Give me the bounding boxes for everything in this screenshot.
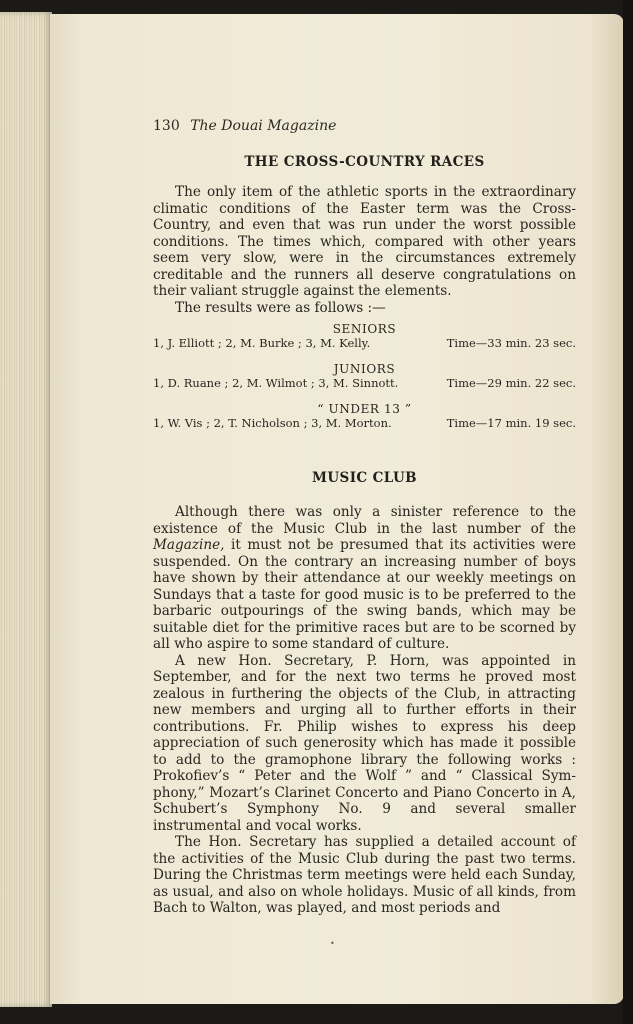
paper-speck: • bbox=[330, 939, 335, 948]
magazine-italic: Magazine, bbox=[153, 537, 225, 553]
result-time: Time—17 min. 19 sec. bbox=[446, 416, 576, 430]
result-time: Time—33 min. 23 sec. bbox=[446, 336, 576, 350]
results-intro: The results were as follows :— bbox=[175, 299, 386, 316]
result-time: Time—29 min. 22 sec. bbox=[446, 376, 576, 390]
running-head bbox=[153, 118, 576, 134]
music-club-title: MUSIC CLUB bbox=[312, 470, 417, 486]
result-placings: 1, J. Elliott ; 2, M. Burke ; 3, M. Kelly. bbox=[153, 336, 371, 350]
cross-country-paragraph: The only item of the athletic sports in the extraordinary climatic conditions of the Easter term was the Cross-Country, and even that was run under the worst possible conditions. The times which, compared with other years seem very slow, were in the circumstances extremely creditable and the runners all deserve congratulations on their valiant struggle against the elements. bbox=[153, 184, 576, 299]
book-page-edges bbox=[0, 12, 52, 1007]
music-club-paragraph-3: The Hon. Secretary has supplied a detailed account of the activities of the Music Club during the past two terms. During the Christmas term meetings were held each Sunday, as usual, and also on whole holidays. Music of all kinds, from Bach to Walton, was played, and most periods and bbox=[153, 834, 576, 916]
result-row-seniors bbox=[153, 336, 576, 350]
scan-border bbox=[623, 0, 633, 1024]
page-content bbox=[153, 118, 576, 917]
result-placings: 1, D. Ruane ; 2, M. Wilmot ; 3, M. Sinnott. bbox=[153, 376, 399, 390]
music-club-paragraph-2: A new Hon. Secretary, P. Horn, was appointed in September, and for the next two terms he proved most zealous in furthering the objects of the Club, in attracting new members and urging all to further efforts in their contributions. Fr. Philip wishes to express his deep appreciation of such generosity which has made it possible to add to the gramophone library the following works : Prokofiev’s “ Peter and the Wolf ” and “ Classical Sym-phony,” Mozart’s Clarinet Concerto and Piano Concerto in A, Schubert’s Symphony No. 9 and several smaller instrumental and vocal works. bbox=[153, 652, 576, 834]
text-run: Although there was only a sinister reference to the existence of the Music Club in the last number of the bbox=[153, 504, 576, 537]
music-club-paragraph-1 bbox=[153, 504, 576, 653]
cross-country-title: THE CROSS-COUNTRY RACES bbox=[244, 154, 485, 170]
category-juniors: JUNIORS bbox=[333, 362, 396, 376]
magazine-title: The Douai Magazine bbox=[190, 118, 337, 134]
book-page bbox=[50, 14, 624, 1004]
result-row-under-13 bbox=[153, 416, 576, 430]
result-placings: 1, W. Vis ; 2, T. Nicholson ; 3, M. Morton. bbox=[153, 416, 392, 430]
category-seniors: SENIORS bbox=[332, 322, 397, 336]
page-number: 130 bbox=[153, 118, 180, 134]
text-run: it must not be presumed that its activities were suspended. On the contrary an increasing number of boys have shown by their attendance at our weekly meetings on Sundays that a taste for good music is to be preferred to the barbaric outpourings of the swing bands, which may be suitable diet for the primitive races but are to be scorned by all who aspire to some standard of culture. bbox=[153, 537, 576, 652]
result-row-juniors bbox=[153, 376, 576, 390]
category-under-13: “ UNDER 13 ” bbox=[317, 402, 412, 416]
